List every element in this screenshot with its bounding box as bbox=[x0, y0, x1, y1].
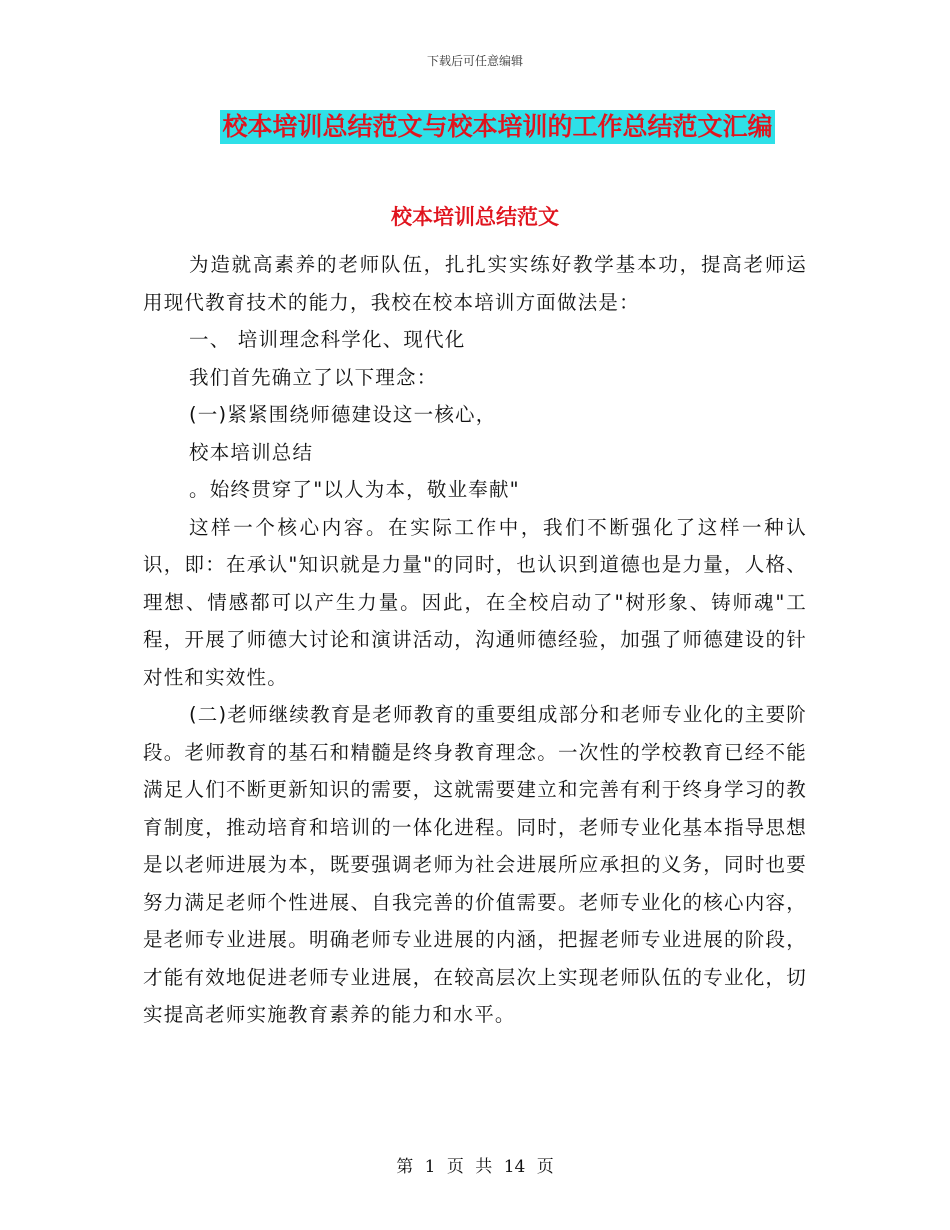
paragraph-item-2: (二)老师继续教育是老师教育的重要组成部分和老师专业化的主要阶段。老师教育的基石和精髓是终身教育理念。一次性的学校教育已经不能满足人们不断更新知识的需要，这就需要建立和完善有利于终身学习的教育制度，推动培育和培训的一体化进程。同时，老师专业化基本指导思想是以老师进展为本，既要强调老师为社会进展所应承担的义务，同时也要努力满足老师个性进展、自我完善的价值需要。老师专业化的核心内容，是老师专业进展。明确老师专业进展的内涵，把握老师专业进展的阶段，才能有效地促进老师专业进展，在较高层次上实现老师队伍的专业化，切实提高老师实施教育素养的能力和水平。 bbox=[143, 703, 807, 1026]
document-body bbox=[143, 246, 807, 1034]
header-note: 下载后可任意编辑 bbox=[426, 54, 523, 68]
section-title: 校本培训总结范文 bbox=[391, 204, 559, 229]
paragraph-inline-label: 校本培训总结 bbox=[189, 440, 314, 464]
paragraph-concepts: 我们首先确立了以下理念： bbox=[189, 365, 438, 389]
paragraph-item-1: (一)紧紧围绕师德建设这一核心， bbox=[189, 403, 497, 426]
document-title: 校本培训总结范文与校本培训的工作总结范文汇编 bbox=[220, 110, 774, 144]
title-container bbox=[0, 110, 950, 144]
heading-section-1: 一、 培训理念科学化、现代化 bbox=[189, 328, 466, 351]
paragraph-core: 这样一个核心内容。在实际工作中，我们不断强化了这样一种认识，即：在承认"知识就是力量"的同时，也认识到道德也是力量，人格、理想、情感都可以产生力量。因此，在全校启动了"树形象、铸师魂"工程，开展了师德大讨论和演讲活动，沟通师德经验，加强了师德建设的针对性和实效性。 bbox=[143, 515, 807, 689]
paragraph-intro: 为造就高素养的老师队伍，扎扎实实练好教学基本功，提高老师运用现代教育技术的能力，我校在校本培训方面做法是： bbox=[143, 253, 807, 314]
page-footer: 第 1 页 共 14 页 bbox=[396, 1157, 554, 1177]
paragraph-fragment: 。始终贯穿了"以人为本，敬业奉献" bbox=[189, 478, 520, 501]
